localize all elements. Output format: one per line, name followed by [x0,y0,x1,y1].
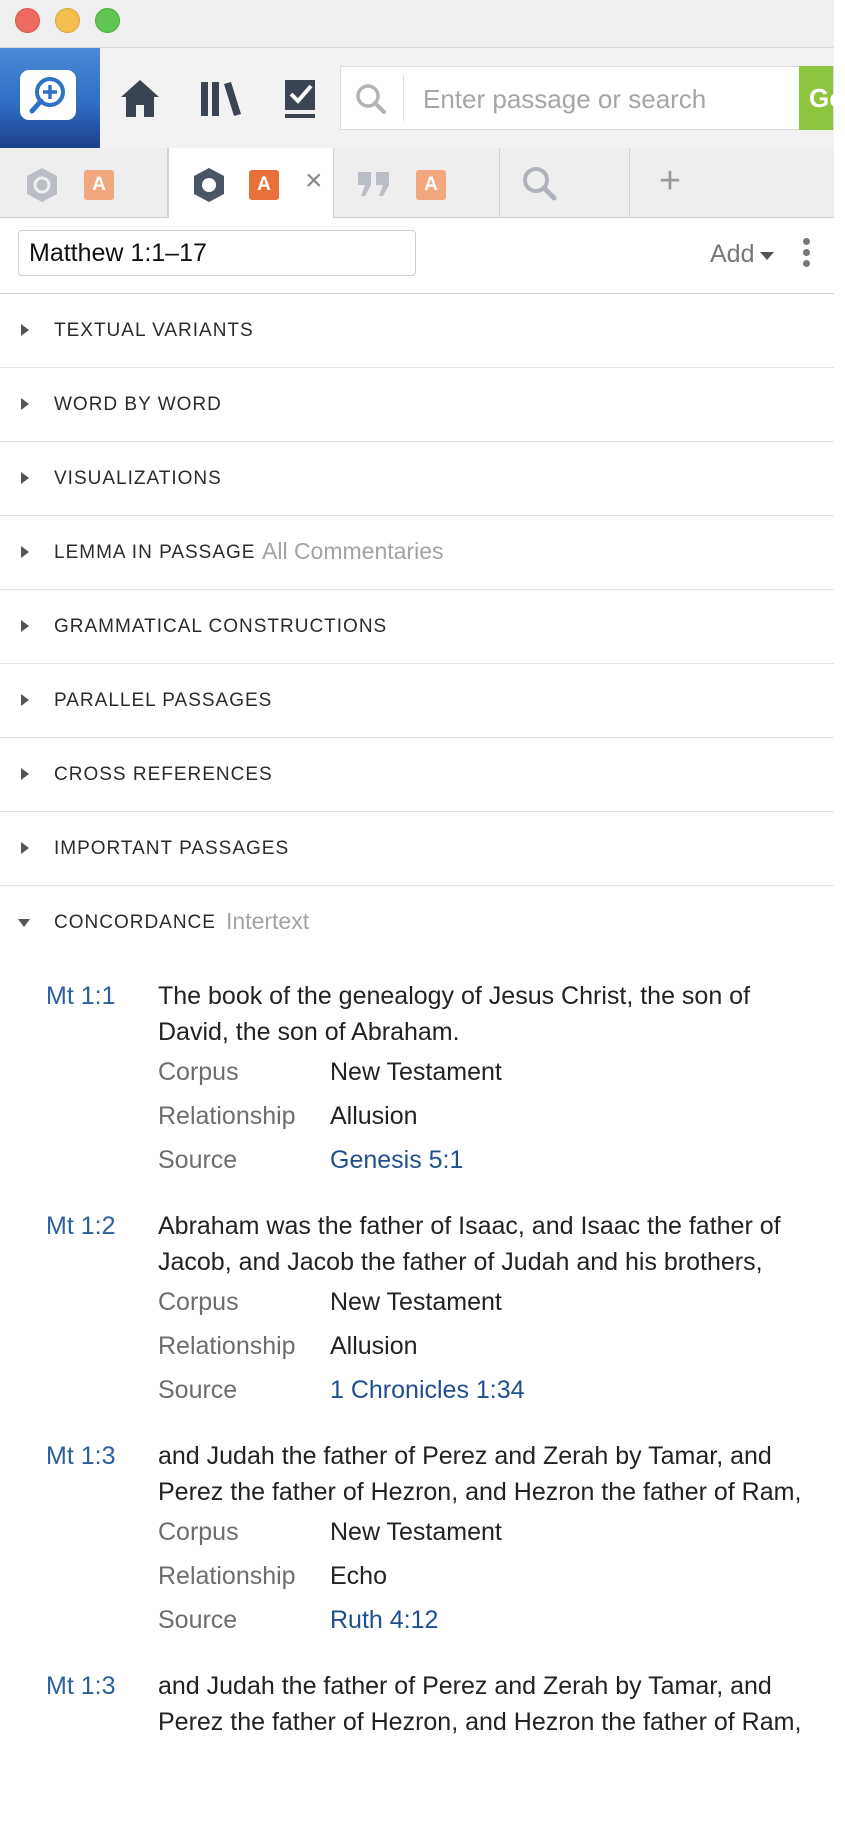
corpus-row [158,1280,834,1324]
section-word-by-word[interactable] [0,368,834,442]
source-row [158,1598,834,1642]
concordance-entry [0,1668,834,1740]
add-tab-button[interactable] [630,148,710,218]
relationship-row [158,1324,834,1368]
section-concordance[interactable] [0,886,834,960]
tab-badge: A [416,170,446,200]
section-visualizations[interactable] [0,442,834,516]
section-list [0,294,834,960]
concordance-entry [0,1208,834,1412]
close-window-button[interactable] [15,8,40,33]
main-toolbar [0,48,845,148]
verse-reference-link[interactable]: Mt 1:1 [46,982,116,1010]
expand-arrow-icon [21,324,29,336]
source-link[interactable]: Ruth 4:12 [330,1605,439,1634]
passage-input[interactable] [18,230,416,276]
relationship-value: Echo [330,1561,387,1590]
expand-arrow-icon [21,620,29,632]
resource-hexagon-icon [191,166,227,209]
corpus-label: Corpus [158,1057,239,1086]
verse-text: The book of the genealogy of Jesus Christ, the son of David, the son of Abraham. [158,982,751,1046]
verse-reference-link[interactable]: Mt 1:3 [46,1442,116,1470]
section-title: TEXTUAL VARIANTS [54,320,254,341]
section-textual-variants[interactable] [0,294,834,368]
plus-icon: + [658,160,682,202]
concordance-results [0,978,834,1740]
source-link[interactable]: Genesis 5:1 [330,1145,464,1174]
section-title: IMPORTANT PASSAGES [54,838,290,859]
add-label: Add [710,240,755,268]
section-lemma-in-passage[interactable] [0,516,834,590]
corpus-value: New Testament [330,1287,502,1316]
zoom-window-button[interactable] [95,8,120,33]
corpus-value: New Testament [330,1517,502,1546]
section-title: GRAMMATICAL CONSTRUCTIONS [54,616,388,637]
section-source-link[interactable]: Intertext [226,908,310,934]
minimize-window-button[interactable] [55,8,80,33]
section-cross-references[interactable] [0,738,834,812]
section-title: WORD BY WORD [54,394,222,415]
section-title: CROSS REFERENCES [54,764,273,785]
verse-reference-link[interactable]: Mt 1:3 [46,1672,116,1700]
section-title: PARALLEL PASSAGES [54,690,273,711]
add-button[interactable] [710,240,774,269]
section-title: CONCORDANCE [54,912,216,933]
relationship-label: Relationship [158,1561,296,1590]
tab-2-active[interactable] [168,148,334,219]
passage-bar [0,218,834,294]
library-icon[interactable] [196,72,246,124]
magnifier-plus-icon [20,70,76,120]
caret-down-icon [760,252,774,260]
relationship-row [158,1554,834,1598]
expand-arrow-icon [21,694,29,706]
verse-text: Abraham was the father of Isaac, and Isaac the father of Jacob, and Jacob the father of Judah and his brothers, [158,1212,781,1276]
expand-arrow-icon [21,842,29,854]
close-tab-icon[interactable]: × [305,164,323,197]
corpus-label: Corpus [158,1287,239,1316]
expand-arrow-icon [21,472,29,484]
logos-logo-button[interactable] [0,48,100,148]
corpus-label: Corpus [158,1517,239,1546]
section-source-link[interactable]: All Commentaries [262,538,444,564]
section-title: VISUALIZATIONS [54,468,222,489]
tab-badge: A [84,170,114,200]
source-row [158,1138,834,1182]
relationship-label: Relationship [158,1331,296,1360]
go-button[interactable]: Go [799,66,833,130]
source-label: Source [158,1375,238,1404]
section-title: LEMMA IN PASSAGE [54,542,256,563]
verse-text: and Judah the father of Perez and Zerah by Tamar, and Perez the father of Hezron, and Hezron the father of Ram, [158,1672,802,1736]
source-label: Source [158,1605,238,1634]
expand-arrow-icon [21,546,29,558]
home-icon[interactable] [115,72,165,124]
verse-text: and Judah the father of Perez and Zerah by Tamar, and Perez the father of Hezron, and Hezron the father of Ram, [158,1442,802,1506]
source-label: Source [158,1145,238,1174]
tab-3[interactable] [334,148,500,218]
relationship-value: Allusion [330,1331,418,1360]
verse-reference-link[interactable]: Mt 1:2 [46,1212,116,1240]
concordance-entry [0,1438,834,1642]
expand-arrow-icon [21,768,29,780]
source-link[interactable]: 1 Chronicles 1:34 [330,1375,525,1404]
concordance-entry [0,978,834,1182]
corpus-row [158,1050,834,1094]
section-important-passages[interactable] [0,812,834,886]
tab-badge: A [249,170,279,200]
relationship-row [158,1094,834,1138]
search-divider [403,75,404,121]
relationship-label: Relationship [158,1101,296,1130]
panel-tabs [0,148,834,218]
search-input[interactable] [421,77,725,121]
tab-4[interactable] [500,148,630,218]
relationship-value: Allusion [330,1101,418,1130]
checklist-icon[interactable] [276,72,326,124]
search-icon[interactable] [353,81,389,122]
quote-icon [356,168,392,205]
window-titlebar [0,0,834,48]
corpus-value: New Testament [330,1057,502,1086]
expand-arrow-icon [21,398,29,410]
search-box [340,66,845,130]
resource-hexagon-icon [24,166,60,209]
search-icon [520,164,560,209]
source-row [158,1368,834,1412]
more-options-icon[interactable] [800,238,812,274]
corpus-row [158,1510,834,1554]
section-grammatical-constructions[interactable] [0,590,834,664]
collapse-arrow-icon [18,919,30,927]
tab-1[interactable] [0,148,168,218]
section-parallel-passages[interactable] [0,664,834,738]
